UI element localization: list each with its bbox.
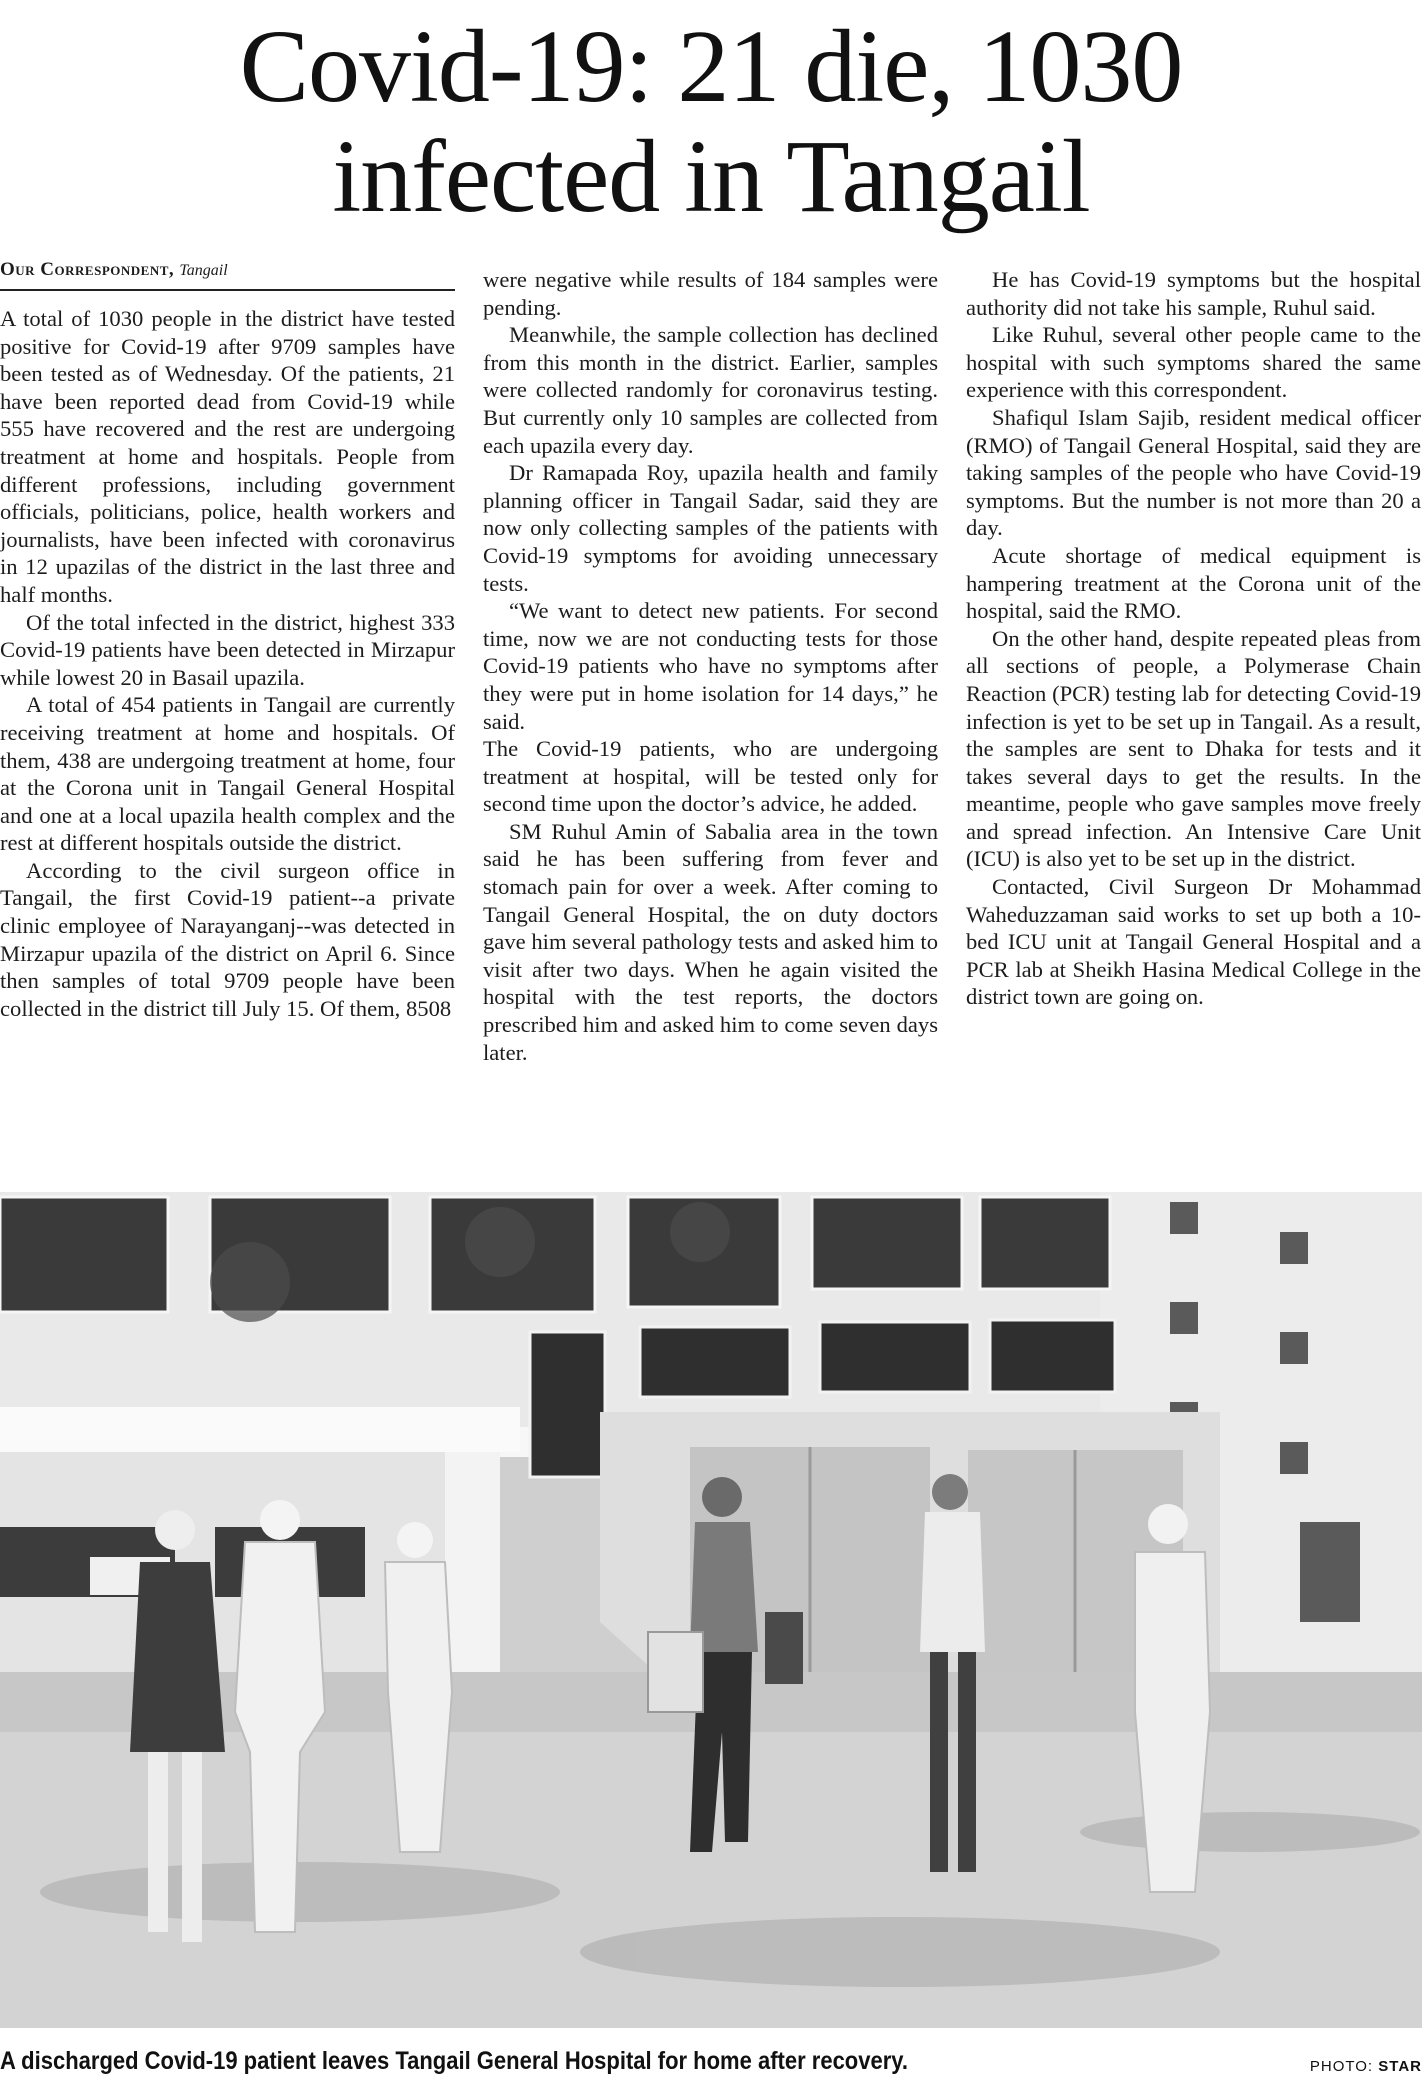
paragraph: Shafiqul Islam Sajib, resident medical officer (RMO) of Tangail General Hospital, said they are taking samples of the people who have Covid-19 symptoms. But the number is not more than 20 a day. [966, 404, 1421, 541]
photo-credit [1310, 2058, 1422, 2075]
paragraph: Of the total infected in the district, highest 333 Covid-19 patients have been detected in Mirzapur while lowest 20 in Basail upazila. [0, 609, 455, 690]
news-photo [0, 1192, 1422, 2028]
paragraph: A total of 454 patients in Tangail are currently receiving treatment at home and hospitals. Of them, 438 are undergoing treatment at home, four at the Corona unit in Tangail General Hospital and one at a local upazila health complex and the rest at different hospitals outside the district. [0, 692, 455, 856]
paragraph: On the other hand, despite repeated pleas from all sections of people, a Polymerase Chain Reaction (PCR) testing lab for detecting Covid-19 infection is yet to be set up in Tangail. As a result, the samples are sent to Dhaka for tests and it takes several days to get the results. In the meantime, people who gave samples move freely and spread infection. An Intensive Care Unit (ICU) is also yet to be set up in the district. [966, 625, 1421, 872]
paragraph: A total of 1030 people in the district have tested positive for Covid-19 after 9709 samples have been tested as of Wednesday. Of the patients, 21 have been reported dead from Covid-19 while 555 have recovered and the rest are undergoing treatment at home and hospitals. People from different professions, including government officials, politicians, police, health workers and journalists, have been infected with coronavirus in 12 upazilas of the district in the last three and half months. [0, 306, 455, 607]
article-column-3 [966, 266, 1421, 1011]
paragraph: were negative while results of 184 samples were pending. [483, 267, 938, 320]
paragraph: Acute shortage of medical equipment is hampering treatment at the Corona unit of the hospital, said the RMO. [966, 542, 1421, 624]
byline-place: Tangail [179, 262, 228, 279]
paragraph: “We want to detect new patients. For second time, now we are not conducting tests for those Covid-19 patients who have no symptoms after they were put in home isolation for 14 days,” he said. [483, 598, 938, 734]
paragraph: Meanwhile, the sample collection has declined from this month in the district. Earlier, samples were collected randomly for coronavirus testing. But currently only 10 samples are collected from each upazila every day. [483, 322, 938, 458]
article-column-1 [0, 258, 455, 1022]
paragraph: SM Ruhul Amin of Sabalia area in the town said he has been suffering from fever and stomach pain for over a week. After coming to Tangail General Hospital, the on duty doctors gave him several pathology tests and asked him to visit after two days. When he again visited the hospital with the test reports, the doctors prescribed him and asked him to come seven days later. [483, 818, 938, 1065]
paragraph: Like Ruhul, several other people came to the hospital with such symptoms shared the same experience with this correspondent. [966, 322, 1421, 403]
byline [0, 258, 455, 291]
photo-credit-label: PHOTO: [1309, 2058, 1374, 2075]
byline-author: Our Correspondent, [0, 259, 175, 280]
paragraph: According to the civil surgeon office in Tangail, the first Covid-19 patient--a private clinic employee of Narayanganj--was detected in Mirzapur upazila of the district on April 6. Since then samples of total 9709 people have been collected in the district till July 15. Of them, 8508 [0, 857, 455, 1021]
paragraph: Contacted, Civil Surgeon Dr Mohammad Waheduzzaman said works to set up both a 10-bed ICU unit at Tangail General Hospital and a PCR lab at Sheikh Hasina Medical College in the district town are going on. [966, 874, 1421, 1010]
headline-line-2: infected in Tangail [332, 119, 1090, 234]
headline-line-1: Covid-19: 21 die, 1030 [239, 9, 1183, 124]
paragraph: He has Covid-19 symptoms but the hospital authority did not take his sample, Ruhul said. [966, 267, 1421, 320]
paragraph: The Covid-19 patients, who are undergoing treatment at hospital, will be tested only for second time upon the doctor’s advice, he added. [483, 736, 938, 817]
paragraph: Dr Ramapada Roy, upazila health and family planning officer in Tangail Sadar, said they are now only collecting samples of the patients with Covid-19 symptoms for avoiding unnecessary tests. [483, 460, 938, 596]
hospital-scene-illustration [0, 1192, 1422, 2028]
photo-credit-source: STAR [1378, 2058, 1422, 2075]
article-column-2 [483, 266, 938, 1066]
headline [0, 9, 1422, 234]
photo-caption: A discharged Covid-19 patient leaves Tangail General Hospital for home after recovery. [0, 2047, 908, 2075]
